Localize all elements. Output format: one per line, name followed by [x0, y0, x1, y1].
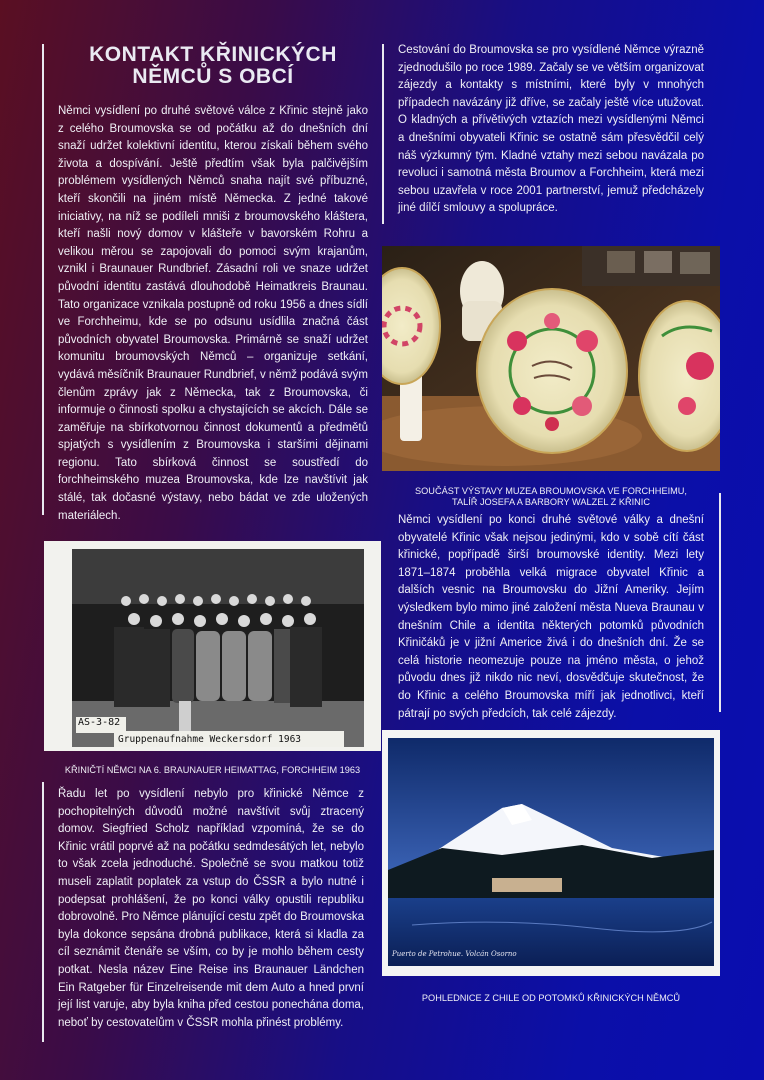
divider-line-left-bottom [42, 782, 44, 1042]
postcard-illustration [382, 730, 720, 976]
divider-line-left-top [42, 44, 44, 515]
photo-archive-number: AS-3-82 [78, 717, 121, 728]
photo-museum-plates [382, 246, 720, 471]
paragraph-travel: Cestování do Broumovska se pro vysídlené Němce výrazně zjednodušilo po roce 1989. Začaly se ve větším organizovat zájezdy a kontakty s místními, které byly v mnohých případech navázány již dříve, se začaly ještě více utužovat. O kladných a přívětivých vztazích mezi vysídlenými Němci a dnešními obyvateli Křinic se ostatně sám přesvědčil celý náš výzkumný tým. Kladné vztahy mezi sebou navázala po revoluci i samotná města Broumov a Forchheim, která mezi sebou uzavřela v roce 2001 partnerství, jemuž předcházely jiné dílčí smlouvy a spolupráce. [398, 44, 704, 215]
paragraph-chile-migration: Němci vysídlení po konci druhé světové války a dnešní obyvatelé Křinic však nejsou jedinými, kdo v sobě cítí část křinické, popřípadě širší broumovské identity. Mezi lety 1871–1874 proběhla velká migrace obyvatel Křinic a dalších vesnic na Broumovsku do Jižní Ameriky. Jejím výsledkem bylo mimo jiné založení města Nueva Braunau v dnešním Chile a identita některých potomků původních Křiničáků je v jižní Americe živá i do dnešních dní. Že se celá historie neomezuje pouze na jméno města, o jehož původu dnes již nikdo nic neví, dosvědčuje skutečnost, že do Křinic a celého Broumovska míří jak jednotlivci, kteří pátrají po svých předcích, tak celé zájezdy. [398, 514, 704, 720]
divider-line-right-mid [719, 493, 721, 712]
paragraph-identity: Němci vysídlení po druhé světové válce z Křinic stejně jako z celého Broumovska se od počátku až do dnešních dní snaží udržet kolektivní identitu, kterou získali během svého života a dospívání. Ještě předtím však byla palčivějším problémem vysídlených Němců snaha najít své příbuzné, kteří skončili na jiném místě Německa. Z jedné takové iniciativy, na níž se podíleli mniši z broumovského kláštera, kteří našli nový domov v klášteře v bavorském Rohru a velikou měrou se zapojovali do pomoci svým krajanům, vznikl i Braunauer Rundbrief. Zásadní roli ve snaze udržet původní identitu zastává dlouhodobě Heimatkreis Braunau. Tato organizace vznikala postupně od roku 1956 a dnes sídlí ve Forchheimu, kde se po odsunu usídlila značná část původních obyvatel Broumovska. Primárně se snaží udržet komunitu broumovských Němců – organizuje setkání, vydává měsíčník Braunauer Rundbrief, v němž podává svým členům zprávy jak z Německa, tak z Broumovska, či informuje o činnosti spolku a chystajících se akcích. Dále se zaměřuje na sbírkotvornou činnost dokumentů a předmětů spjatých s vysídlením z Broumovska i staršími dějinami regionu. Tato sbírková činnost se soustředí do forchheimského muzea Broumovska, kde lze navštívit jak stálé, tak dočasné výstavy, nebo bádat ve zde uložených materiálech. [58, 105, 369, 522]
caption-museum-plates: SOUČÁST VÝSTAVY MUZEA BROUMOVSKA VE FORCHHEIMU, TALÍŘ JOSEFA A BARBORY WALZEL Z KŘINIC [415, 486, 687, 507]
photo-group-inscription: Gruppenaufnahme Weckersdorf 1963 [118, 734, 302, 745]
photo-postcard-chile [382, 730, 720, 976]
plates-illustration [382, 246, 720, 471]
caption-group-photo: KŘINIČTÍ NĚMCI NA 6. BRAUNAUER HEIMATTAG, FORCHHEIM 1963 [64, 765, 361, 775]
photo-group-1963 [44, 541, 381, 751]
divider-line-center-top [382, 44, 384, 224]
paragraph-visits: Řadu let po vysídlení nebylo pro křinické Němce z pochopitelných důvodů možné navštívit svůj ztracený domov. Siegfried Scholz například vzpomíná, že se do Křinic vrátil poprvé až na počátku sedmdesátých let, nebylo to však zcela jednoduché. Společně se svou matkou totiž museli zaplatit poplatek za vstup do ČSSR a bylo nutné i podepsat prohlášení, že po konci války opustili republiku dobrovolně. Pro Němce plánující cestu zpět do Broumovska byla dokonce sepsána drobná publikace, která si kladla za cíl seznámit čtenáře se vším, co by je mohlo během cesty potkat. Nesla název Eine Reise ins Braunauer Ländchen Ein Ratgeber für Einzelreisende mit dem Auto a hned první její list varuje, aby byla kniha před cestou ponechána doma, neboť by cestovatelům v ČSSR mohla přinést problémy. [58, 788, 364, 1029]
caption-postcard: POHLEDNICE Z CHILE OD POTOMKŮ KŘINICKÝCH NĚMCŮ [421, 993, 681, 1003]
page-title: KONTAKT KŘINICKÝCH NĚMCŮ S OBCÍ [89, 43, 337, 88]
postcard-inscription: Puerto de Petrohue. Volcán Osorno [392, 950, 517, 958]
